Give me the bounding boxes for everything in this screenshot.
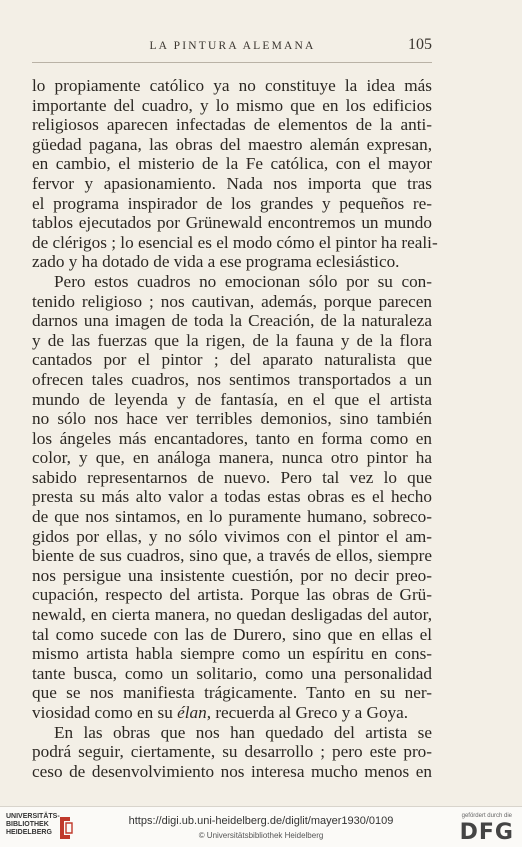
text-line: En las obras que nos han quedado del artista se (54, 722, 432, 742)
text-line: tante busca, como un solitario, como una personalidad (32, 663, 432, 683)
library-line-3: HEIDELBERG (6, 829, 52, 836)
text-line: tenido religioso ; nos cautivan, además, porque parecen (32, 291, 432, 311)
text-line: mismo artista habla siempre como un espíritu en cons- (32, 644, 432, 664)
text-line: color, y que, en análoga manera, nunca otro pintor ha (32, 448, 432, 468)
text-line: nos persigue una insistente cuestión, por no decir preo- (32, 565, 432, 585)
text-line: religiosos aparecen infectadas de elementos de la anti- (32, 115, 432, 135)
library-line-1: UNIVERSITÄTS- (6, 813, 60, 820)
source-url-link[interactable]: https://digi.ub.uni-heidelberg.de/diglit/mayer1930/0109 (128, 815, 394, 827)
text-line: que se nos manifiesta trágicamente. Tanto en su ner- (32, 683, 432, 703)
text-line: ceso de desenvolvimiento nos interesa mucho menos en (32, 761, 432, 781)
text-line: tal como sucede con las de Durero, sino que en ellas el (32, 624, 432, 644)
text-line: presta su más alto valor a todas estas obras es el hecho (32, 487, 432, 507)
text-line (32, 703, 432, 723)
body-text (32, 76, 438, 781)
text-line: biente de sus cuadros, sino que, a través de ellos, siempre (32, 546, 432, 566)
library-line-2: BIBLIOTHEK (6, 821, 49, 828)
running-title: LA PINTURA ALEMANA (149, 40, 316, 52)
dfg-logo[interactable]: DFG (459, 820, 514, 845)
text-line: Pero estos cuadros no emocionan sólo por su con- (54, 271, 432, 291)
text-segment: , recuerda al Greco y a Goya. (206, 703, 409, 722)
copyright-text: © Universitätsbibliothek Heidelberg (198, 831, 324, 840)
funding-note: gefördert durch die (461, 813, 512, 819)
text-line: el programa inspirador de los grandes y pequeños re- (32, 193, 432, 213)
text-line: de que nos sintamos, en lo puramente humano, sobreco- (32, 507, 432, 527)
text-line: mundo de leyenda y de fantasía, en el que el artista (32, 389, 432, 409)
text-line: y de las fuerzas que la rigen, de la fauna y de la flora (32, 330, 432, 350)
text-line: ofrecen tales cuadros, nos sentimos transportados a un (32, 369, 432, 389)
text-line: fervor y apasionamiento. Nada nos importa que tras (32, 173, 432, 193)
footer-bar (0, 806, 522, 847)
text-line: los ángeles más encantadores, tanto en forma como en (32, 428, 432, 448)
text-line: güedad pagana, las obras del maestro alemán expresan, (32, 134, 432, 154)
text-line: podrá seguir, ciertamente, su desarrollo ; pero este pro- (32, 742, 432, 762)
text-line: en cambio, el misterio de la Fe católica, con el mayor (32, 154, 432, 174)
text-line: darnos una imagen de toda la Creación, de la naturaleza (32, 311, 432, 331)
text-segment: viosidad como en su (32, 703, 178, 722)
page-number: 105 (408, 36, 432, 53)
text-line: importante del cuadro, y lo mismo que en los edificios (32, 95, 432, 115)
text-line: gidos por ellas, y no sólo vivimos con el pintor el am- (32, 526, 432, 546)
text-line: cupación, respecto del artista. Porque las obras de Grü- (32, 585, 432, 605)
header-rule (32, 62, 432, 63)
text-line: cantados por el pintor ; del aparato naturalista que (32, 350, 432, 370)
text-line: zado y ha dotado de vida a ese programa eclesiástico. (32, 252, 400, 272)
text-line: tablos ejecutados por Grünewald encontremos un mundo (32, 213, 432, 233)
text-line: no sólo nos hace ver terribles demonios, sino también (32, 409, 432, 429)
text-line: de clérigos ; lo esencial es el modo cómo el pintor ha reali- (32, 232, 438, 252)
text-line: newald, en cierta manera, no quedan desligadas del autor, (32, 605, 432, 625)
italic-word: élan (177, 703, 207, 722)
text-line: lo propiamente católico ya no constituye la idea más (32, 76, 432, 95)
text-line: sabido representarnos de nuevo. Pero tal vez lo que (32, 467, 432, 487)
